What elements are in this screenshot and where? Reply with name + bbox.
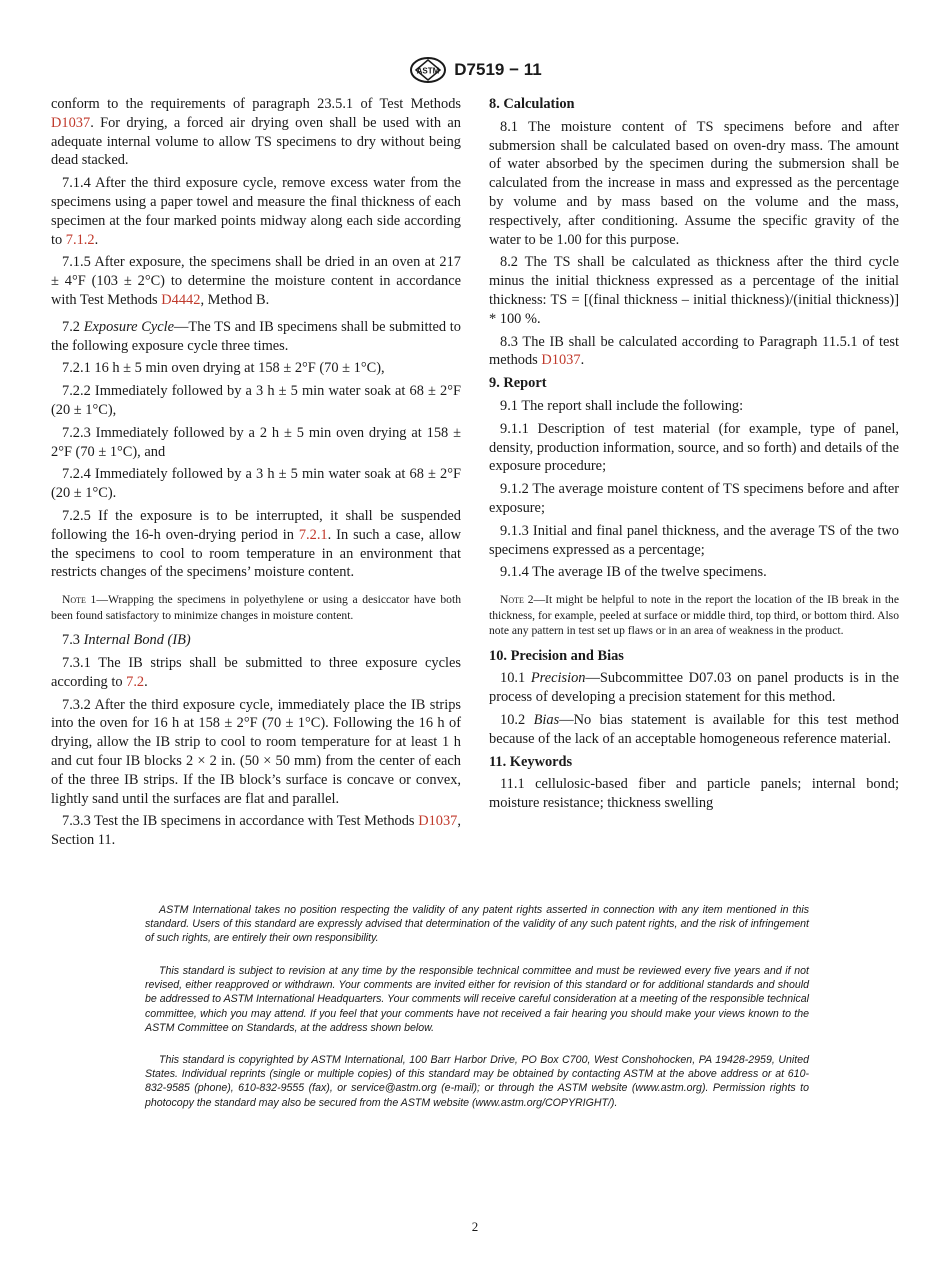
- link-7-2[interactable]: 7.2: [126, 673, 145, 690]
- paragraph-8-3: 8.3 The IB shall be calculated according to Paragraph 11.5.1 of test methods D1037.: [489, 333, 899, 369]
- standard-designation: D7519 − 11: [454, 60, 542, 79]
- paragraph-7-2-2: 7.2.2 Immediately followed by a 3 h ± 5 min water soak at 68 ± 2°F (20 ± 1°C),: [51, 383, 461, 418]
- paragraph-7-3-1: 7.3.1 The IB strips shall be submitted to three exposure cycles according to 7.2.: [51, 654, 461, 690]
- footer-revision-notice: This standard is subject to revision at any time by the responsible technical committee and must be reviewed every five years and if not revised, either reapproved or withdrawn. Your comments are invited either for revision of this standard or for additional standards and should be addressed to ASTM International Headquarters. Your comments will receive careful consideration at a meeting of the responsible technical committee, which you may attend. If you feel that your comments have not received a fair hearing you should make your views known to the ASTM Committee on Standards, at the address shown below.: [145, 965, 809, 1034]
- paragraph-7-1-4: 7.1.4 After the third exposure cycle, remove excess water from the specimens using a paper towel and measure the final thickness of each specimen at the four marked points midway along each side according to 7.1.2.: [51, 175, 461, 248]
- link-d1037-b[interactable]: D1037: [418, 813, 458, 830]
- section-10-heading: 10. Precision and Bias: [489, 647, 624, 664]
- paragraph-11-1: 11.1 cellulosic-based fiber and particle panels; internal bond; moisture resistance; thickness swelling: [489, 776, 899, 812]
- section-11-heading: 11. Keywords: [489, 753, 573, 770]
- svg-text:ASTM: ASTM: [416, 66, 440, 76]
- paragraph-7-3: 7.3 Internal Bond (IB): [62, 632, 191, 649]
- paragraph-7-1-3-continued: conform to the requirements of paragraph 23.5.1 of Test Methods D1037. For drying, a forced air drying oven shall be used with an adequate internal volume to allow TS specimens to dry without being dead stacked.: [51, 96, 461, 169]
- paragraph-8-1: 8.1 The moisture content of TS specimens before and after submersion shall be calculated based on oven-dry mass. The amount of water absorbed by the specimen during the submersion shall be calculated from the increase in mass and expressed as the percentage by volume and by mass based on the volume and the mass, respectively, after conditioning. Assume the specific gravity of the water to be 1.00 for this purpose.: [489, 118, 899, 248]
- link-7-1-2[interactable]: 7.1.2: [65, 231, 95, 248]
- paragraph-7-2-4: 7.2.4 Immediately followed by a 3 h ± 5 min water soak at 68 ± 2°F (20 ± 1°C).: [51, 466, 461, 502]
- paragraph-7-3-2: 7.3.2 After the third exposure cycle, immediately place the IB strips into the oven for 16 h at 158 ± 2°F (70 ± 1°C). Following the 16 h of drying, allow the IB strip to cool to room temperature for at least 1 h and cut four IB blocks 2 × 2 in. (50 × 50 mm) from the center of each of the three IB strips. If the IB block’s surface is concave or convex, lightly sand until the surfaces are flat and parallel.: [51, 696, 461, 807]
- right-column: [489, 95, 899, 817]
- paragraph-10-2: 10.2 Bias—No bias statement is available for this test method because of the lack of an acceptable homogeneous reference material.: [489, 712, 899, 747]
- paragraph-7-1-5: 7.1.5 After exposure, the specimens shall be dried in an oven at 217 ± 4°F (103 ± 2°C) to determine the moisture content in accordance with Test Methods D4442, Method B.: [51, 254, 461, 308]
- paragraph-9-1-1: 9.1.1 Description of test material (for example, type of panel, density, production information, source, and so forth) and details of the exposure procedure;: [489, 420, 899, 475]
- paragraph-9-1-3: 9.1.3 Initial and final panel thickness, and the average TS of the two specimens expressed as a percentage;: [489, 522, 899, 558]
- paragraph-9-1-4: 9.1.4 The average IB of the twelve specimens.: [500, 564, 767, 581]
- page-number: 2: [471, 1219, 479, 1234]
- paragraph-7-2: 7.2 Exposure Cycle—The TS and IB specimens shall be submitted to the following exposure cycle three times.: [51, 318, 461, 354]
- section-9-heading: 9. Report: [489, 375, 547, 392]
- link-d1037-c[interactable]: D1037: [541, 352, 581, 369]
- link-d1037[interactable]: D1037: [51, 114, 91, 131]
- link-d4442[interactable]: D4442: [161, 291, 201, 308]
- paragraph-7-3-3: 7.3.3 Test the IB specimens in accordance with Test Methods D1037, Section 11.: [51, 813, 461, 849]
- footer-patent-notice: ASTM International takes no position respecting the validity of any patent rights asserted in connection with any item mentioned in this standard. Users of this standard are expressly advised that determination of the validity of any such patent rights, and the risk of infringement of such rights, are entirely their own responsibility.: [145, 904, 809, 945]
- footer-copyright-notice: This standard is copyrighted by ASTM International, 100 Barr Harbor Drive, PO Box C700, West Conshohocken, PA 19428-2959, United States. Individual reprints (single or multiple copies) of this standard may be obtained by contacting ASTM at the above address or at 610-832-9585 (phone), 610-832-9555 (fax), or service@astm.org (e-mail); or through the ASTM website (www.astm.org). Permission rights to photocopy the standard may also be secured from the ASTM website (www.astm.org/COPYRIGHT/).: [145, 1054, 809, 1109]
- left-column: [51, 95, 461, 854]
- paragraph-7-2-5: 7.2.5 If the exposure is to be interrupted, it shall be suspended following the 16-h oven-drying period in 7.2.1. In such a case, allow the specimens to cool to room temperature in an environment that restricts changes of the specimens’ moisture content.: [51, 507, 461, 581]
- astm-logo-icon: [408, 56, 448, 84]
- paragraph-7-2-1: 7.2.1 16 h ± 5 min oven drying at 158 ± 2°F (70 ± 1°C),: [62, 360, 385, 377]
- paragraph-9-1-2: 9.1.2 The average moisture content of TS specimens before and after exposure;: [489, 481, 899, 516]
- page-header: [0, 56, 950, 84]
- note-1: Note 1—Wrapping the specimens in polyethylene or using a desiccator have both been found satisfactory to minimize changes in moisture content.: [51, 593, 461, 622]
- paragraph-7-2-3: 7.2.3 Immediately followed by a 2 h ± 5 min oven drying at 158 ± 2°F (70 ± 1°C), and: [51, 424, 461, 460]
- section-8-heading: 8. Calculation: [489, 96, 575, 112]
- paragraph-9-1: 9.1 The report shall include the following:: [500, 397, 744, 414]
- link-7-2-1[interactable]: 7.2.1: [298, 526, 328, 543]
- paragraph-8-2: 8.2 The TS shall be calculated as thickness after the third cycle minus the initial thickness expressed as a percentage of the initial thickness: TS = [(final thickness – initial thickness)/(initial thickness)] * 100 %.: [489, 254, 899, 327]
- paragraph-10-1: 10.1 Precision—Subcommittee D07.03 on panel products is in the process of developing a precision statement for this method.: [489, 670, 899, 706]
- note-2: Note 2—It might be helpful to note in the report the location of the IB break in the thickness, for example, peeled at surface or middle third, top third, or bottom third. Also note any pattern in test set up flaws or in an area of weakness in the product.: [489, 593, 899, 638]
